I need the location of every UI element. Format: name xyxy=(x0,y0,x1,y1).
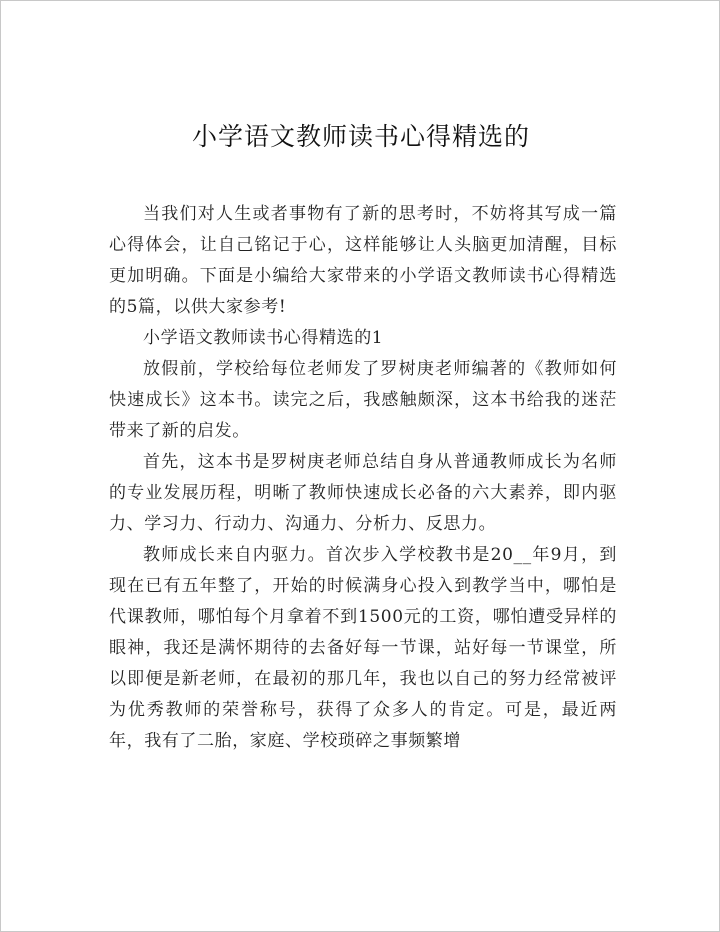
body-paragraph: 放假前，学校给每位老师发了罗树庚老师编著的《教师如何快速成长》这本书。读完之后，我感触颇深，这本书给我的迷茫带来了新的启发。 xyxy=(109,359,617,441)
body-paragraph: 教师成长来自内驱力。首次步入学校教书是20__年9月，到现在已有五年整了，开始的时候满身心投入到教学当中，哪怕是代课教师，哪怕每个月拿着不到1500元的工资，哪怕遭受异样的眼神，我还是满怀期待的去备好每一节课，站好每一节课堂，所以即便是新老师，在最初的那几年，我也以自己的努力经常被评为优秀教师的荣誉称号，获得了众多人的肯定。可是，最近两年，我有了二胎，家庭、学校琐碎之事频繁增 xyxy=(109,545,617,751)
intro-paragraph: 当我们对人生或者事物有了新的思考时，不妨将其写成一篇心得体会，让自己铭记于心，这样能够让人头脑更加清醒，目标更加明确。下面是小编给大家带来的小学语文教师读书心得精选的5篇，以供大家参考! xyxy=(109,204,617,317)
section-heading: 小学语文教师读书心得精选的1 xyxy=(143,328,384,348)
document-body xyxy=(109,199,617,757)
document-title: 小学语文教师读书心得精选的 xyxy=(191,122,530,151)
body-paragraph: 首先，这本书是罗树庚老师总结自身从普通教师成长为名师的专业发展历程，明晰了教师快速成长必备的六大素养，即内驱力、学习力、行动力、沟通力、分析力、反思力。 xyxy=(109,452,617,534)
